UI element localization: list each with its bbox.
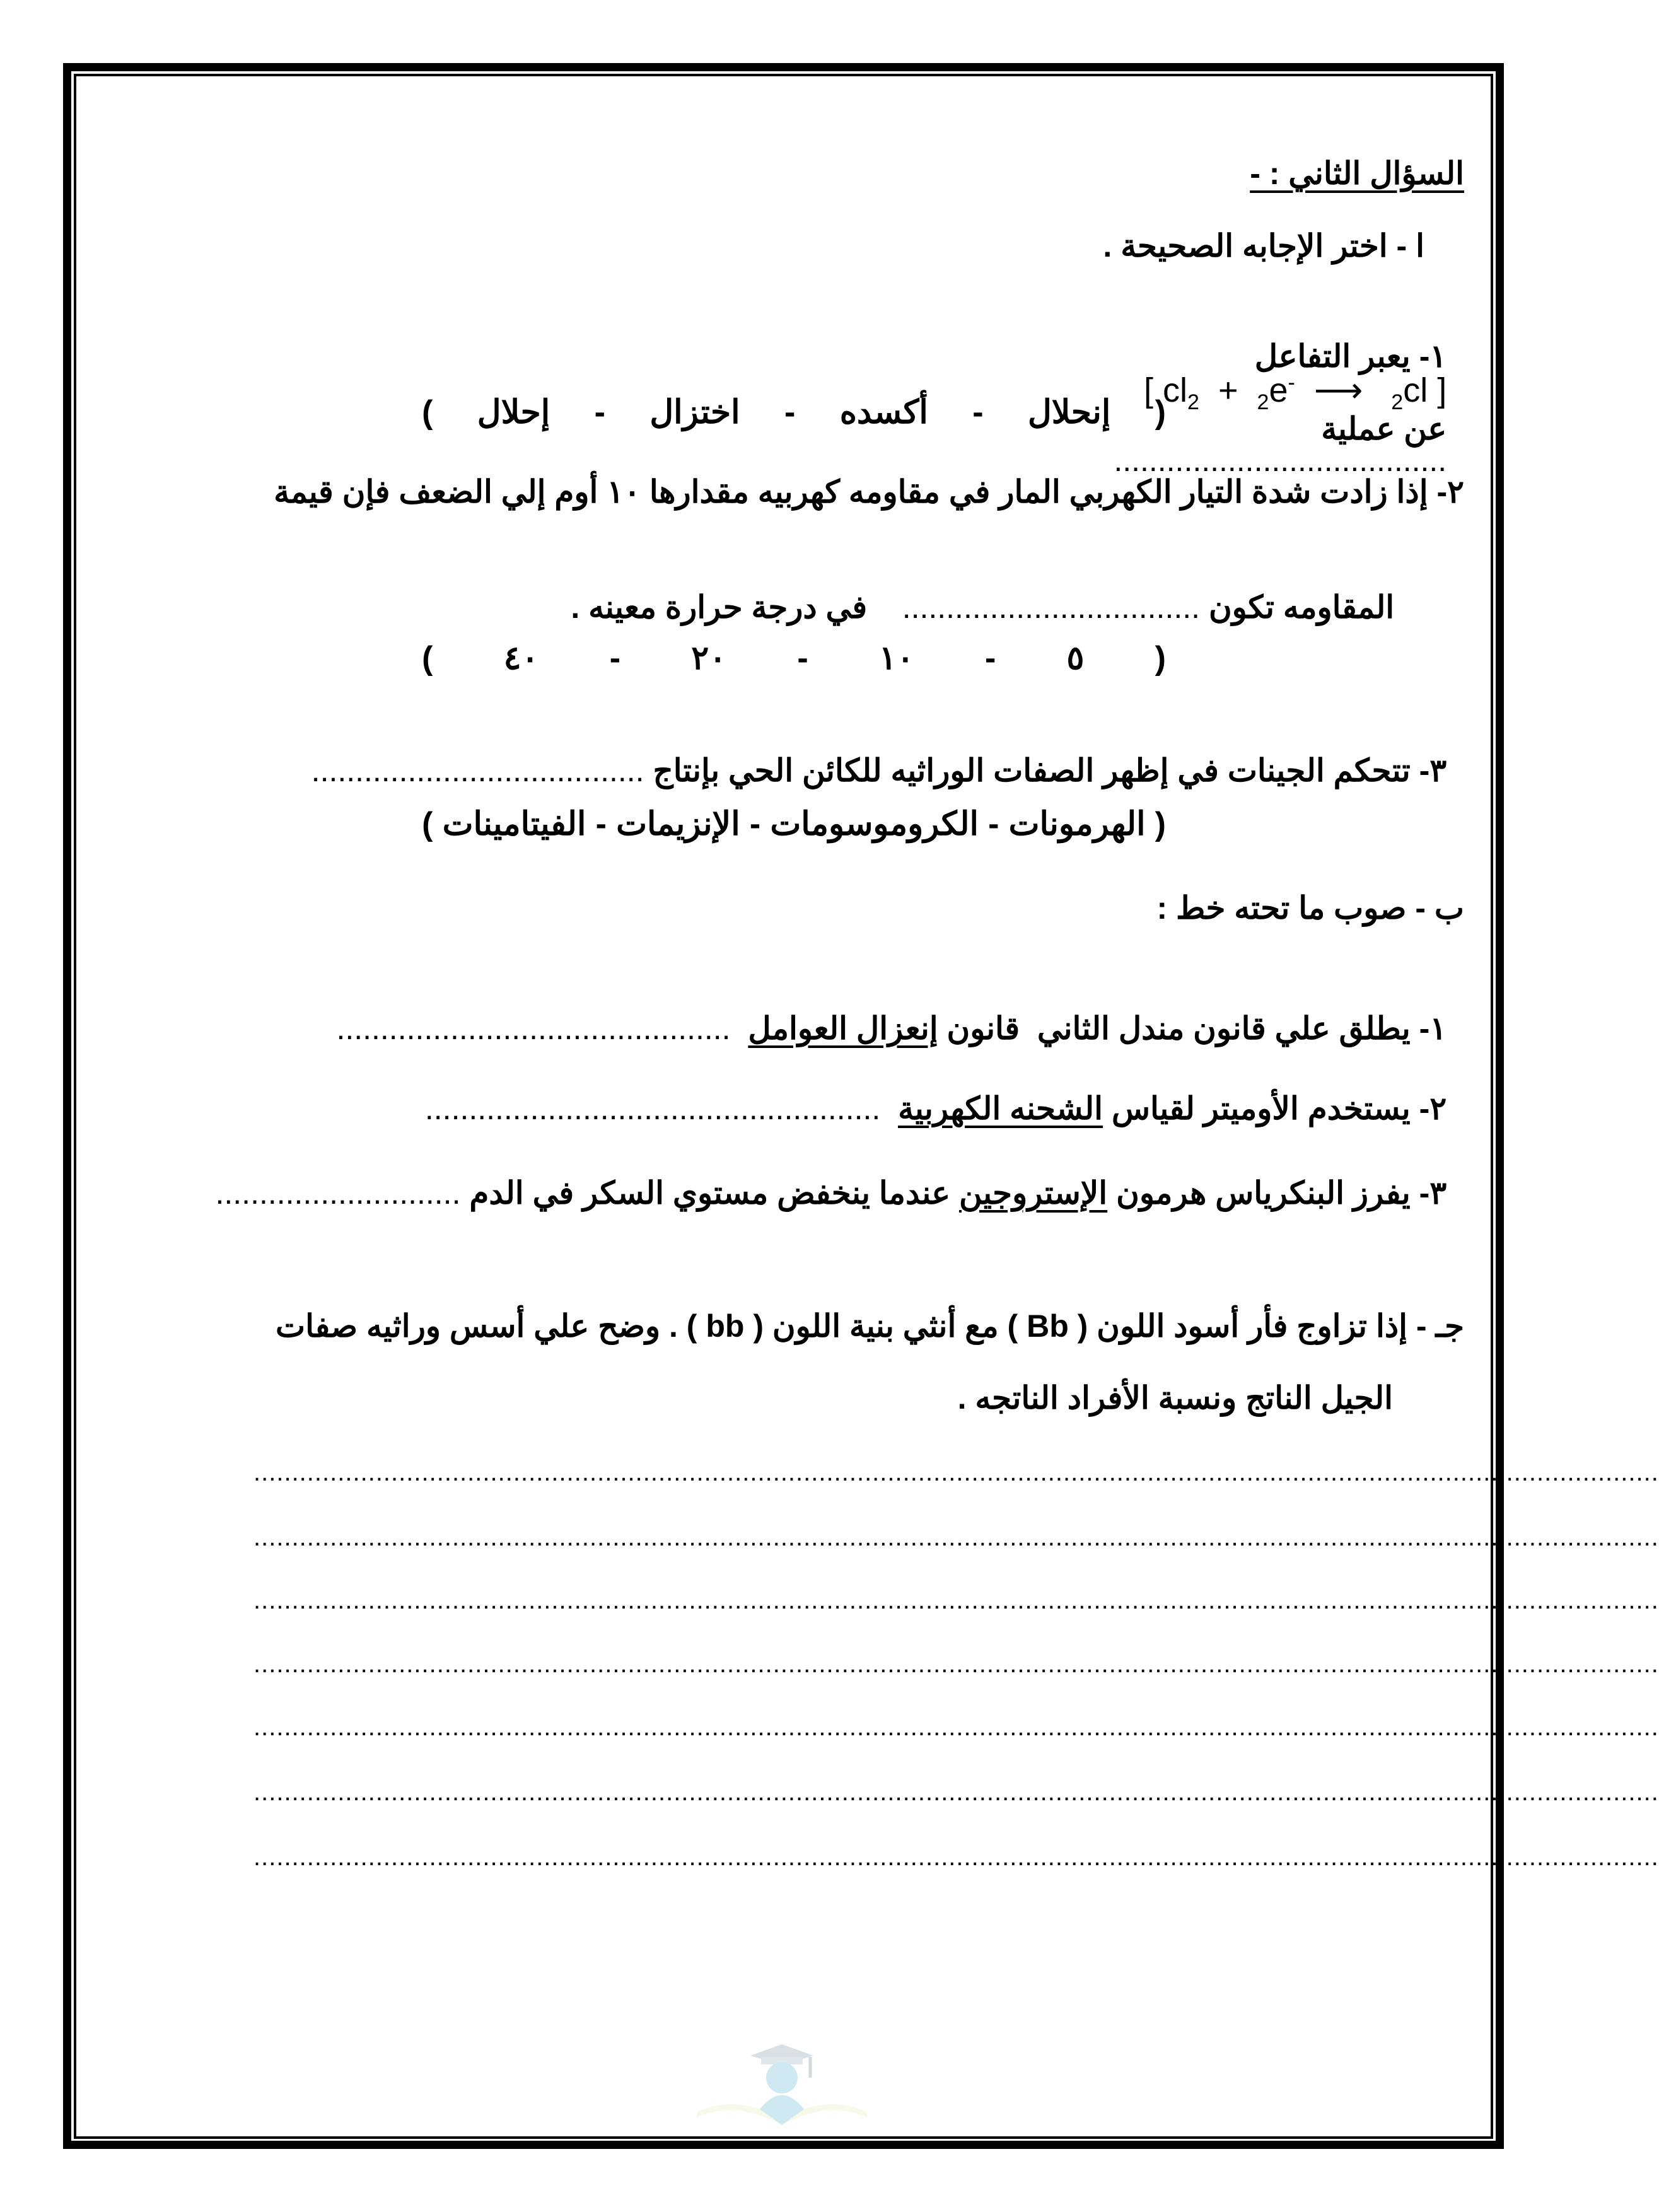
q3-options: ( الهرمونات - الكروموسومات - الإنزيمات - الفيتامينات ) bbox=[422, 806, 1166, 842]
q2-options: ( ٥ - ١٠ - ٢٠ - ٤٠ ) bbox=[422, 640, 1166, 677]
answer-line[interactable]: ........................................................................................................................................................................................ bbox=[253, 1523, 1659, 1551]
answer-line[interactable]: ........................................................................................................................................................................................ bbox=[253, 1843, 1659, 1871]
underlined-term: الشحنه الكهربية bbox=[898, 1091, 1103, 1126]
q1-blank[interactable]: ...................................... bbox=[1114, 442, 1447, 478]
underlined-term: إنعزال العوامل bbox=[748, 1011, 938, 1046]
correction-item-1: ١- يطلق علي قانون مندل الثاني قانون إنعزال العوامل ............................................. bbox=[336, 1011, 1447, 1046]
q3-blank[interactable]: ...................................... bbox=[311, 753, 644, 788]
answer-blank[interactable]: .................................................... bbox=[424, 1091, 881, 1126]
option[interactable]: إحلال bbox=[477, 394, 550, 431]
option[interactable]: ٥ bbox=[1066, 640, 1085, 677]
option[interactable]: الإنزيمات bbox=[616, 806, 740, 842]
option[interactable]: الفيتامينات bbox=[442, 806, 586, 842]
answer-line[interactable]: ........................................................................................................................................................................................ bbox=[253, 1713, 1659, 1741]
question-2-line1: ٢- إذا زادت شدة التيار الكهربي المار في مقاومه كهربيه مقدارها ١٠ أوم إلي الضعف فإن قيمة bbox=[274, 474, 1464, 509]
section-a-title: ا - اختر الإجابه الصحيحة . bbox=[1103, 228, 1424, 264]
question-2-line2: المقاومه تكون .................................. في درجة حرارة معينه . bbox=[571, 590, 1395, 625]
option[interactable]: إنحلال bbox=[1027, 394, 1111, 431]
answer-line[interactable]: ........................................................................................................................................................................................ bbox=[253, 1458, 1659, 1486]
watermark-logo-icon bbox=[690, 2037, 873, 2150]
section-b-title: ب - صوب ما تحته خط : bbox=[1156, 890, 1464, 926]
q1-suffix: عن عملية bbox=[1321, 410, 1447, 446]
answer-blank[interactable]: ............................................. bbox=[336, 1011, 731, 1046]
option[interactable]: الهرمونات bbox=[1008, 806, 1146, 842]
q1-options: ( إنحلال - أكسده - اختزال - إحلال ) bbox=[422, 394, 1166, 431]
option[interactable]: اختزال bbox=[649, 394, 740, 431]
section-c-line1: جـ - إذا تزاوج فأر أسود اللون ( Bb ) مع أنثي بنية اللون ( bb ) . وضح علي أسس وراثيه صفات bbox=[276, 1308, 1464, 1344]
q2-blank[interactable]: .................................. bbox=[902, 590, 1201, 625]
underlined-term: الإستروجين bbox=[959, 1175, 1108, 1211]
answer-line[interactable]: ........................................................................................................................................................................................ bbox=[253, 1650, 1659, 1678]
option[interactable]: الكروموسومات bbox=[770, 806, 979, 842]
correction-item-3: ٣- يفرز البنكرياس هرمون الإستروجين عندما ينخفض مستوي السكر في الدم ............................ bbox=[215, 1175, 1447, 1211]
question-1 bbox=[1114, 309, 1464, 476]
question-title: السؤال الثاني : - bbox=[1250, 156, 1464, 191]
question-3: ٣- تتحكم الجينات في إظهر الصفات الوراثيه للكائن الحي بإنتاج ...................................... bbox=[311, 753, 1447, 788]
correction-item-2: ٢- يستخدم الأوميتر لقياس الشحنه الكهربية .................................................... bbox=[424, 1091, 1447, 1126]
q1-prefix: ١- يعبر التفاعل bbox=[1254, 339, 1447, 374]
reaction-equation: [ $cl_2 + _2e^-$ ⟶ $_2$cl ] bbox=[1144, 371, 1447, 414]
option[interactable]: ٢٠ bbox=[691, 640, 727, 677]
section-c-line2: الجيل الناتج ونسبة الأفراد الناتجه . bbox=[957, 1380, 1393, 1416]
answer-blank[interactable]: ............................ bbox=[215, 1175, 461, 1211]
option[interactable]: ٤٠ bbox=[503, 640, 539, 677]
option[interactable]: أكسده bbox=[839, 394, 928, 431]
arrow-icon: ⟶ bbox=[1313, 371, 1363, 409]
answer-line[interactable]: ........................................................................................................................................................................................ bbox=[253, 1778, 1659, 1806]
option[interactable]: ١٠ bbox=[878, 640, 914, 677]
answer-line[interactable]: ........................................................................................................................................................................................ bbox=[253, 1586, 1659, 1614]
